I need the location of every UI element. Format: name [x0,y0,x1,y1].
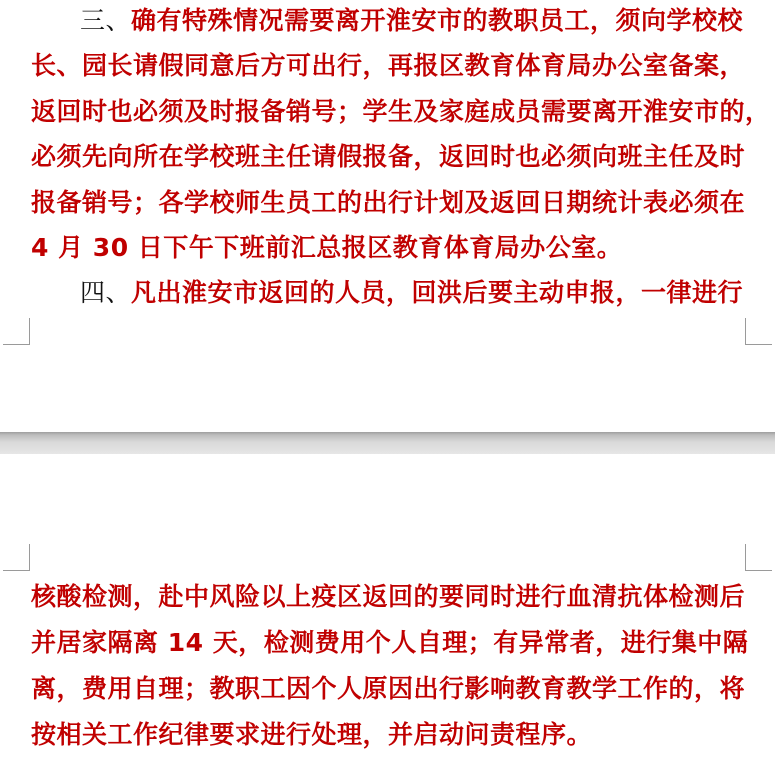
paragraph-4-line-1 [80,270,743,316]
margin-corner-mark-bottom-left [3,318,30,345]
paragraph-4-line-5: 按相关工作纪律要求进行处理，并启动问责程序。 [31,720,593,749]
paragraph-3-line-1 [80,0,743,44]
paragraph-3-line-6: 4 月 30 日下午下班前汇总报区教育体育局办公室。 [31,233,623,262]
paragraph-3-line-4: 必须先向所在学校班主任请假报备，返回时也必须向班主任及时 [31,142,746,171]
paragraph-3-line-5: 报备销号；各学校师生员工的出行计划及返回日期统计表必须在 [31,188,746,217]
margin-corner-mark-top-right [745,544,772,571]
paragraph-4-number: 四、 [80,278,132,307]
paragraph-4-line-3: 并居家隔离 14 天，检测费用个人自理；有异常者，进行集中隔 [31,628,749,657]
page-break-gap [0,432,775,454]
paragraph-3-line-2: 长、园长请假同意后方可出行，再报区教育体育局办公室备案， [31,51,746,80]
paragraph-3-line-3: 返回时也必须及时报备销号；学生及家庭成员需要离开淮安市的， [31,97,771,126]
paragraph-3-text: 确有特殊情况需要离开淮安市的教职员工，须向学校校 [131,6,744,35]
paragraph-4-text: 凡出淮安市返回的人员，回洪后要主动申报，一律进行 [131,278,744,307]
document-page-2 [0,454,775,763]
paragraph-4-line-2: 核酸检测，赴中风险以上疫区返回的要同时进行血清抗体检测后 [31,582,746,611]
margin-corner-mark-top-left [3,544,30,571]
paragraph-3-number: 三、 [80,6,132,35]
margin-corner-mark-bottom-right [745,318,772,345]
paragraph-4-line-4: 离，费用自理；教职工因个人原因出行影响教育教学工作的，将 [31,674,746,703]
